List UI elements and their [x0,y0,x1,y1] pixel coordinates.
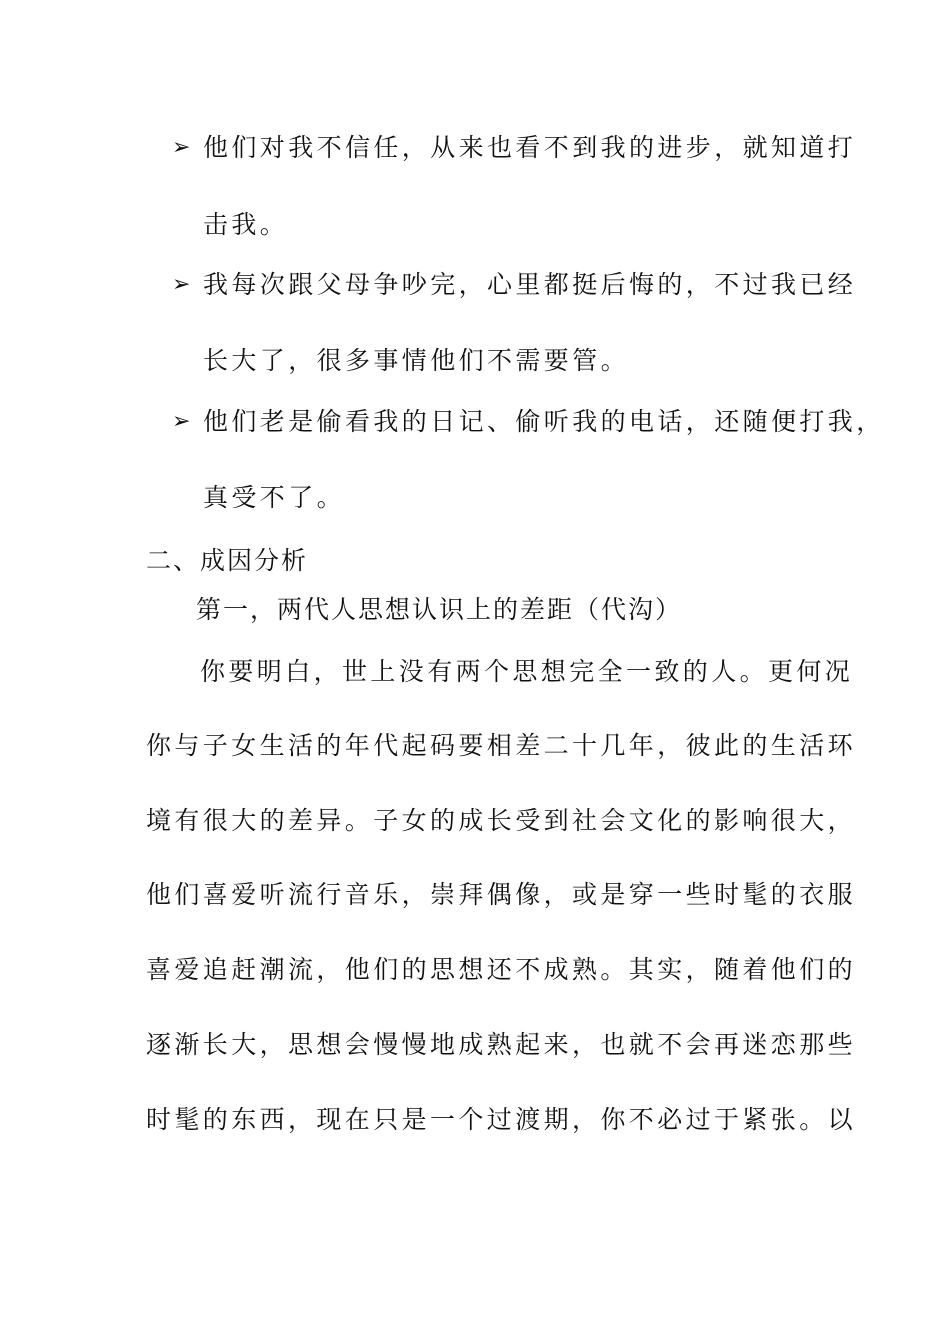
paragraph-line: 喜爱追赶潮流，他们的思想还不成熟。其实，随着他们的 [146,955,857,984]
paragraph-line: 他们喜爱听流行音乐，崇拜偶像，或是穿一些时髦的衣服 [146,880,857,909]
section-heading: 二、成因分析 [146,546,309,575]
paragraph-line: 你与子女生活的年代起码要相差二十几年，彼此的生活环 [146,731,857,760]
bullet-arrow-icon: ➢ [172,272,191,297]
bullet-item-2-line-2: 长大了，很多事情他们不需要管。 [203,346,630,375]
bullet-arrow-icon: ➢ [172,409,191,434]
bullet-item-1-line-1: 他们对我不信任，从来也看不到我的进步，就知道打 [203,133,857,162]
paragraph-line: 你要明白，世上没有两个思想完全一致的人。更何况 [200,657,854,686]
bullet-item-3-line-1: 他们老是偷看我的日记、偷听我的电话，还随便打我， [203,407,885,436]
bullet-item-1-line-2: 击我。 [203,210,289,239]
section-subheading: 第一，两代人思想认识上的差距（代沟） [196,595,683,624]
paragraph-line: 时髦的东西，现在只是一个过渡期，你不必过于紧张。以 [146,1105,857,1134]
bullet-item-2-line-1: 我每次跟父母争吵完，心里都挺后悔的，不过我已经 [203,270,857,299]
paragraph-line: 境有很大的差异。子女的成长受到社会文化的影响很大， [146,806,857,835]
bullet-item-3-line-2: 真受不了。 [203,483,346,512]
bullet-arrow-icon: ➢ [172,135,191,160]
paragraph-line: 逐渐长大，思想会慢慢地成熟起来，也就不会再迷恋那些 [146,1030,857,1059]
